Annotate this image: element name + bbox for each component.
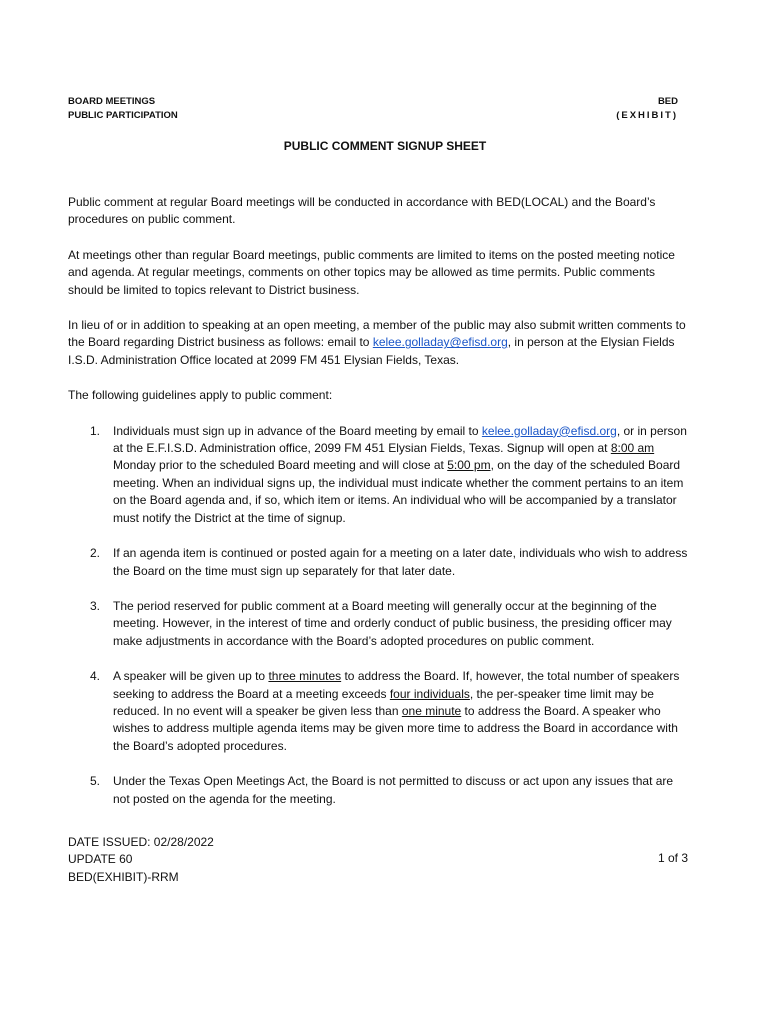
list-item <box>68 598 690 650</box>
text-span: , in person at the Elysian Fields I.S.D. Administration Office located at 2099 FM 451 Elysian Fields, Texas. <box>68 335 675 367</box>
list-item-text: If an agenda item is continued or posted again for a meeting on a later date, individuals who wish to address the Board on the time must sign up separately for that later date. <box>113 546 688 578</box>
guidelines-list <box>68 423 690 808</box>
text-span: A speaker will be given up to <box>113 669 269 684</box>
document-code: BED(EXHIBIT)-RRM <box>68 869 179 884</box>
list-number: 4. <box>90 669 101 684</box>
header-section-title: BOARD MEETINGS <box>68 96 156 107</box>
list-item-text: Under the Texas Open Meetings Act, the Board is not permitted to discuss or act upon any issues that are not posted on the agenda for the meeting. <box>113 774 674 806</box>
paragraph-limits: At meetings other than regular Board meetings, public comments are limited to items on the posted meeting notice and agenda. At regular meetings, comments on other topics may be allowed as time permits. Public comments should be limited to topics relevant to District business. <box>68 247 675 297</box>
text-span: In lieu of or in addition to speaking at an open meeting, a member of the public may also submit written comments to the Board regarding District business as follows: email to <box>68 318 686 350</box>
text-span: , the per-speaker time limit may be reduced. In no event will a speaker be given less than <box>113 686 654 718</box>
signup-open-time: 8:00 am <box>610 441 655 456</box>
text-span: to address the Board. A speaker who wishes to address multiple agenda items may be given more time to address the Board in accordance with the Board’s adopted procedures. <box>113 703 678 753</box>
footer <box>68 834 214 886</box>
list-number: 1. <box>90 423 101 438</box>
list-item <box>68 668 690 755</box>
time-limit: three minutes <box>268 669 342 684</box>
list-number: 5. <box>90 774 101 789</box>
list-number: 3. <box>90 598 101 613</box>
minimum-time: one minute <box>401 703 462 718</box>
paragraph-written-comments <box>68 317 690 369</box>
list-item <box>68 545 690 580</box>
list-item-text: The period reserved for public comment at a Board meeting will generally occur at the beginning of the meeting. However, in the interest of time and orderly conduct of public business, the presiding officer may make adjustments in accordance with the Board’s adopted procedures on public comment. <box>113 598 672 648</box>
signup-close-time: 5:00 pm <box>447 458 491 473</box>
list-item <box>68 773 690 808</box>
email-link[interactable]: kelee.golladay@efisd.org <box>481 423 617 438</box>
paragraph-guidelines-intro: The following guidelines apply to public comment: <box>68 388 333 403</box>
document-body <box>68 194 690 826</box>
text-span: Individuals must sign up in advance of the Board meeting by email to <box>113 423 482 438</box>
text-span: , on the day of the scheduled Board meeting. When an individual signs up, the individual must indicate whether the comment pertains to an item on the Board agenda and, if so, which item or items. An individual who will be accompanied by a translator must notify the District at the time of signup. <box>113 458 684 525</box>
text-span: , or in person at the E.F.I.S.D. Administration office, 2099 FM 451 Elysian Fields, Texas. Signup will open at <box>113 423 687 456</box>
header-subsection-title: PUBLIC PARTICIPATION <box>68 110 178 121</box>
speaker-threshold: four individuals <box>389 686 470 701</box>
header-right <box>616 95 678 123</box>
list-number: 2. <box>90 546 101 561</box>
paragraph-intro: Public comment at regular Board meetings will be conducted in accordance with BED(LOCAL) and the Board’s procedures on public comment. <box>68 195 656 227</box>
page-title: PUBLIC COMMENT SIGNUP SHEET <box>283 139 487 153</box>
page-number: 1 of 3 <box>657 851 688 865</box>
header-exhibit-label: (EXHIBIT) <box>616 110 678 121</box>
date-issued: DATE ISSUED: 02/28/2022 <box>68 835 214 849</box>
header-left <box>68 95 178 123</box>
text-span: to address the Board. If, however, the total number of speakers seeking to address the Board at a meeting exceeds <box>113 669 680 701</box>
text-span: Monday prior to the scheduled Board meeting and will close at <box>113 458 448 473</box>
list-item <box>68 423 690 527</box>
header-policy-code: BED <box>657 96 678 107</box>
email-link[interactable]: kelee.golladay@efisd.org <box>372 335 508 350</box>
update-number: UPDATE 60 <box>68 852 133 867</box>
